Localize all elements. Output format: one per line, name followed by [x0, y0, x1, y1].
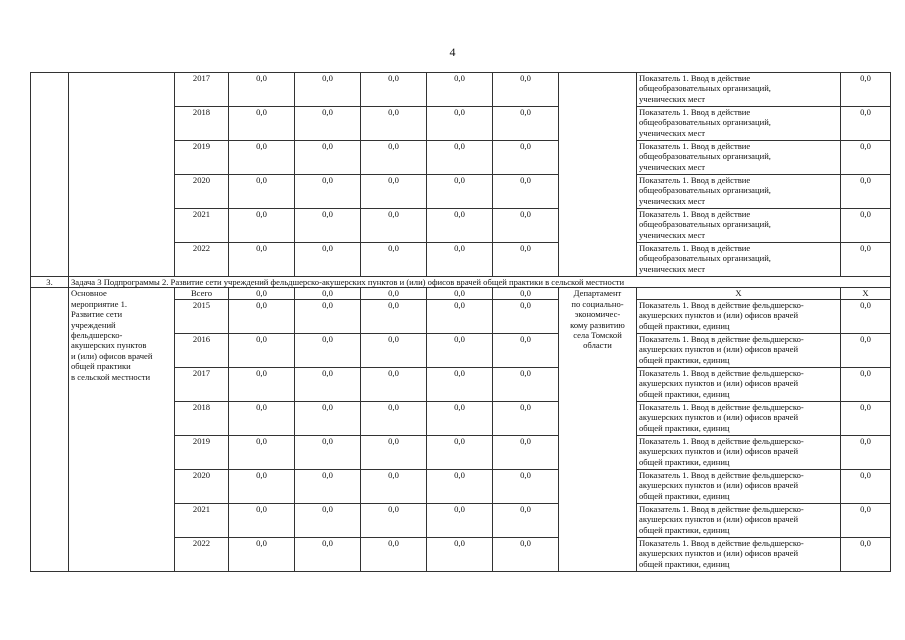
total-row [31, 288, 891, 299]
year-cell: 2018 [175, 107, 229, 141]
executor-line: кому развитию [570, 319, 625, 330]
indicator-value-cell: 0,0 [841, 243, 891, 277]
value-cell: 0,0 [427, 288, 493, 299]
year-cell: 2018 [175, 401, 229, 435]
indicator-line: акушерских пунктов и (или) офисов врачей [639, 548, 799, 559]
value-cell: 0,0 [229, 288, 295, 299]
value-cell: 0,0 [295, 435, 361, 469]
indicator-cell [637, 299, 841, 333]
indicator-line: ученических мест [639, 161, 706, 172]
value-cell: 0,0 [361, 175, 427, 209]
indicator-value-cell: 0,0 [841, 333, 891, 367]
indicator-line: Показатель 1. Ввод в действие фельдшерско- [639, 401, 804, 412]
value-cell: 0,0 [361, 243, 427, 277]
value-cell: 0,0 [493, 299, 559, 333]
value-cell: 0,0 [361, 435, 427, 469]
value-cell: 0,0 [493, 469, 559, 503]
measure-name-line: в сельской местности [71, 371, 151, 382]
value-cell: 0,0 [229, 209, 295, 243]
value-cell: 0,0 [493, 175, 559, 209]
indicator-line: Показатель 1. Ввод в действие фельдшерско- [639, 469, 804, 480]
value-cell: 0,0 [493, 401, 559, 435]
value-cell: 0,0 [229, 367, 295, 401]
value-cell: 0,0 [295, 107, 361, 141]
value-cell: 0,0 [295, 175, 361, 209]
indicator-cell [637, 469, 841, 503]
indicator-line: акушерских пунктов и (или) офисов врачей [639, 514, 799, 525]
measure-block [31, 288, 891, 571]
indicator-line: общеобразовательных организаций, [639, 83, 771, 94]
year-cell: 2016 [175, 333, 229, 367]
year-cell: 2020 [175, 469, 229, 503]
indicator-cell [637, 209, 841, 243]
value-cell: 0,0 [427, 209, 493, 243]
value-cell: 0,0 [295, 299, 361, 333]
indicator-line: Показатель 1. Ввод в действие фельдшерско- [639, 537, 804, 548]
year-cell: 2022 [175, 537, 229, 571]
indicator-line: акушерских пунктов и (или) офисов врачей [639, 480, 799, 491]
indicator-line: общей практики, единиц [639, 388, 730, 399]
measure-name-line: Развитие сети [71, 309, 123, 320]
indicator-line: Показатель 1. Ввод в действие [639, 73, 751, 83]
task-number: 3. [31, 277, 69, 288]
indicator-line: общеобразовательных организаций, [639, 185, 771, 196]
measure-name-line: учреждений [71, 319, 116, 330]
value-cell: 0,0 [493, 243, 559, 277]
value-cell: 0,0 [427, 141, 493, 175]
indicator-value-cell: 0,0 [841, 537, 891, 571]
indicator-line: ученических мест [639, 127, 706, 138]
indicator-line: общей практики, единиц [639, 354, 730, 365]
value-cell: 0,0 [361, 537, 427, 571]
value-cell: 0,0 [427, 537, 493, 571]
executor-line: области [583, 340, 612, 351]
indicator-line: общей практики, единиц [639, 320, 730, 331]
indicator-value-cell: X [841, 288, 891, 299]
indicator-value-cell: 0,0 [841, 367, 891, 401]
indicator-line: Показатель 1. Ввод в действие [639, 175, 751, 185]
value-cell: 0,0 [427, 107, 493, 141]
indicator-cell [637, 367, 841, 401]
indicator-line: общей практики, единиц [639, 490, 730, 501]
indicator-line: Показатель 1. Ввод в действие фельдшерско- [639, 299, 804, 310]
year-cell: 2021 [175, 209, 229, 243]
indicator-cell [637, 333, 841, 367]
value-cell: 0,0 [295, 73, 361, 107]
value-cell: 0,0 [229, 141, 295, 175]
indicator-line: Показатель 1. Ввод в действие [639, 243, 751, 253]
indicator-value-cell: 0,0 [841, 73, 891, 107]
value-cell: 0,0 [427, 435, 493, 469]
indicator-value-cell: 0,0 [841, 299, 891, 333]
indicator-line: Показатель 1. Ввод в действие фельдшерско- [639, 367, 804, 378]
year-cell: 2017 [175, 73, 229, 107]
table-row [31, 73, 891, 107]
indicator-cell [637, 537, 841, 571]
indicator-value-cell: 0,0 [841, 209, 891, 243]
value-cell: 0,0 [295, 503, 361, 537]
indicator-cell [637, 141, 841, 175]
indicator-value-cell: 0,0 [841, 435, 891, 469]
executor-line: села Томской [573, 330, 622, 341]
measure-name-line: общей практики [71, 361, 131, 372]
executor-line: Департамент [573, 288, 622, 299]
value-cell: 0,0 [295, 367, 361, 401]
value-cell: 0,0 [493, 435, 559, 469]
indicator-line: акушерских пунктов и (или) офисов врачей [639, 412, 799, 423]
measure-name-line: акушерских пунктов [71, 340, 147, 351]
value-cell: 0,0 [361, 401, 427, 435]
indicator-line: Показатель 1. Ввод в действие фельдшерско- [639, 435, 804, 446]
value-cell: 0,0 [229, 503, 295, 537]
executor-cell [559, 288, 637, 571]
task3-block [31, 277, 891, 288]
value-cell: 0,0 [427, 299, 493, 333]
value-cell: 0,0 [493, 503, 559, 537]
indicator-line: ученических мест [639, 195, 706, 206]
value-cell: 0,0 [361, 209, 427, 243]
value-cell: 0,0 [361, 288, 427, 299]
value-cell: 0,0 [229, 435, 295, 469]
indicator-line: Показатель 1. Ввод в действие [639, 107, 751, 117]
year-cell: 2020 [175, 175, 229, 209]
indicator-line: акушерских пунктов и (или) офисов врачей [639, 344, 799, 355]
value-cell: 0,0 [361, 141, 427, 175]
indicator-line: общей практики, единиц [639, 456, 730, 467]
indicator-value-cell: 0,0 [841, 503, 891, 537]
measure-name-cell [69, 73, 175, 277]
indicator-line: акушерских пунктов и (или) офисов врачей [639, 378, 799, 389]
measure-name-line: мероприятие 1. [71, 298, 128, 309]
value-cell: 0,0 [295, 469, 361, 503]
value-cell: 0,0 [295, 209, 361, 243]
value-cell: 0,0 [427, 401, 493, 435]
total-label-cell: Всего [175, 288, 229, 299]
indicator-line: общеобразовательных организаций, [639, 253, 771, 264]
number-cell [31, 288, 69, 571]
measure-name-line: фельдшерско- [71, 330, 123, 341]
indicator-line: акушерских пунктов и (или) офисов врачей [639, 446, 799, 457]
indicator-line: Показатель 1. Ввод в действие фельдшерско- [639, 503, 804, 514]
indicator-cell [637, 107, 841, 141]
indicator-line: общей практики, единиц [639, 558, 730, 569]
indicator-line: ученических мест [639, 93, 706, 104]
value-cell: 0,0 [493, 107, 559, 141]
indicator-line: общеобразовательных организаций, [639, 151, 771, 162]
number-cell [31, 73, 69, 277]
value-cell: 0,0 [493, 73, 559, 107]
value-cell: 0,0 [361, 333, 427, 367]
year-cell: 2015 [175, 299, 229, 333]
indicator-line: общей практики, единиц [639, 422, 730, 433]
indicator-line: Показатель 1. Ввод в действие [639, 209, 751, 219]
value-cell: 0,0 [427, 73, 493, 107]
program-table [30, 72, 891, 572]
top-block [31, 73, 891, 277]
value-cell: 0,0 [229, 333, 295, 367]
indicator-cell [637, 401, 841, 435]
value-cell: 0,0 [427, 175, 493, 209]
value-cell: 0,0 [229, 73, 295, 107]
value-cell: 0,0 [361, 367, 427, 401]
value-cell: 0,0 [493, 209, 559, 243]
value-cell: 0,0 [361, 503, 427, 537]
indicator-line: акушерских пунктов и (или) офисов врачей [639, 310, 799, 321]
value-cell: 0,0 [361, 73, 427, 107]
value-cell: 0,0 [295, 401, 361, 435]
year-cell: 2021 [175, 503, 229, 537]
year-cell: 2022 [175, 243, 229, 277]
indicator-line: Показатель 1. Ввод в действие фельдшерско- [639, 333, 804, 344]
value-cell: 0,0 [427, 367, 493, 401]
value-cell: 0,0 [361, 299, 427, 333]
executor-line: экономичес- [574, 309, 621, 320]
indicator-value-cell: 0,0 [841, 401, 891, 435]
value-cell: 0,0 [493, 537, 559, 571]
value-cell: 0,0 [229, 243, 295, 277]
value-cell: 0,0 [493, 367, 559, 401]
year-cell: 2019 [175, 141, 229, 175]
page-number: 4 [449, 45, 456, 59]
measure-name-line: и (или) офисов врачей [71, 350, 153, 361]
indicator-cell [637, 503, 841, 537]
indicator-line: общеобразовательных организаций, [639, 117, 771, 128]
value-cell: 0,0 [427, 503, 493, 537]
value-cell: 0,0 [229, 469, 295, 503]
indicator-line: общей практики, единиц [639, 524, 730, 535]
value-cell: 0,0 [295, 537, 361, 571]
value-cell: 0,0 [361, 469, 427, 503]
executor-cell [559, 73, 637, 277]
indicator-cell: X [637, 288, 841, 299]
executor-line: по социально- [571, 298, 624, 309]
indicator-cell [637, 175, 841, 209]
value-cell: 0,0 [295, 141, 361, 175]
value-cell: 0,0 [295, 333, 361, 367]
value-cell: 0,0 [493, 288, 559, 299]
year-cell: 2017 [175, 367, 229, 401]
task-row [31, 277, 891, 288]
measure-name-cell [69, 288, 175, 571]
value-cell: 0,0 [229, 299, 295, 333]
value-cell: 0,0 [427, 243, 493, 277]
value-cell: 0,0 [295, 243, 361, 277]
value-cell: 0,0 [229, 175, 295, 209]
value-cell: 0,0 [229, 107, 295, 141]
task-title: Задача 3 Подпрограммы 2. Развитие сети учреждений фельдшерско-акушерских пунктов и (или) офисов врачей общей практики в сельской местности [69, 277, 891, 288]
indicator-cell [637, 73, 841, 107]
measure-name-line: Основное [71, 288, 107, 299]
value-cell: 0,0 [229, 401, 295, 435]
indicator-cell [637, 435, 841, 469]
value-cell: 0,0 [361, 107, 427, 141]
value-cell: 0,0 [493, 141, 559, 175]
value-cell: 0,0 [493, 333, 559, 367]
indicator-cell [637, 243, 841, 277]
year-cell: 2019 [175, 435, 229, 469]
indicator-line: ученических мест [639, 263, 706, 274]
indicator-value-cell: 0,0 [841, 469, 891, 503]
indicator-line: Показатель 1. Ввод в действие [639, 141, 751, 151]
indicator-value-cell: 0,0 [841, 107, 891, 141]
indicator-line: общеобразовательных организаций, [639, 219, 771, 230]
value-cell: 0,0 [295, 288, 361, 299]
indicator-value-cell: 0,0 [841, 175, 891, 209]
value-cell: 0,0 [427, 469, 493, 503]
value-cell: 0,0 [427, 333, 493, 367]
indicator-line: ученических мест [639, 229, 706, 240]
value-cell: 0,0 [229, 537, 295, 571]
indicator-value-cell: 0,0 [841, 141, 891, 175]
